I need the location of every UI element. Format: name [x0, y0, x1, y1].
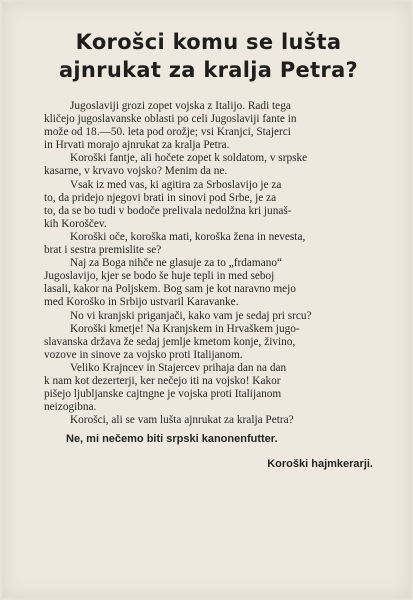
- paragraph: [44, 362, 377, 414]
- body-text: [44, 100, 377, 472]
- paragraph: [44, 257, 377, 309]
- paragraph: [44, 179, 377, 231]
- text-line: lasali, kakor na Poljskem. Bog sam je kot naravno mejo: [44, 283, 296, 296]
- paragraph: [44, 323, 377, 362]
- text-line: vozove in sinove za vojsko proti Italijanom.: [44, 348, 243, 361]
- text-line: k nam kot dezerterji, ker nečejo iti na vojsko! Kakor: [44, 374, 281, 387]
- signature: Koroški hajmkerarji.: [267, 458, 373, 471]
- text-line: No vi kranjski priganjači, kako vam je sedaj pri srcu?: [70, 309, 312, 322]
- text-line: Koroški oče, koroška mati, koroška žena in nevesta,: [70, 230, 306, 243]
- text-line: Korošci, ali se vam lušta ajnrukat za kralja Petra?: [70, 414, 294, 427]
- text-line: Veliko Krajncev in Stajercev prihaja dan na dan: [70, 361, 287, 374]
- text-line: kasarne, v krvavo vojsko? Menim da ne.: [44, 165, 228, 178]
- text-line: to, da pridejo njegovi brati in sinovi pod Srbe, je za: [44, 191, 277, 204]
- title-line-1: Korošci komu se lušta: [75, 30, 342, 54]
- text-line: slavanska država že sedaj jemlje kmetom konje, živino,: [44, 335, 296, 348]
- text-line: Koroški fantje, ali hočete zopet k soldatom, v srpske: [70, 152, 308, 165]
- text-line: neizogibna.: [44, 401, 97, 414]
- text-line: Jugoslavijo, kjer se bodo še huje tepli in med seboj: [44, 270, 275, 283]
- text-line: kih Koroščev.: [44, 217, 107, 230]
- leaflet-page: [2, 2, 411, 598]
- paragraph-list: [44, 100, 377, 427]
- paragraph: [44, 414, 377, 427]
- text-line: in Hrvati morajo ajnrukat za kralja Petra.: [44, 139, 230, 152]
- paragraph: [44, 100, 377, 152]
- title-line-2: ajnrukat za kralja Petra?: [58, 58, 359, 82]
- closing-statement: Ne, mi nečemo biti srpski kanonenfutter.: [66, 433, 278, 446]
- text-line: med Koroško in Srbijo ustvaril Karavanke.: [44, 296, 239, 309]
- text-line: kličejo jugoslavanske oblasti po celi Jugoslaviji fante in: [44, 113, 297, 126]
- text-line: može od 18.—50. leta pod orožje; vsi Kranjci, Stajerci: [44, 126, 291, 139]
- text-line: Koroški kmetje! Na Kranjskem in Hrvaškem jugo-: [70, 322, 300, 335]
- text-line: brat i sestra premislite se?: [44, 244, 162, 257]
- paragraph: [44, 152, 377, 178]
- text-line: Jugoslaviji grozi zopet vojska z Italijo. Radi tega: [70, 100, 291, 112]
- text-line: Vsak iz med vas, ki agitira za Srboslavijo je za: [70, 178, 282, 191]
- text-line: Naj za Boga nihče ne glasuje za to „frdamano“: [70, 257, 283, 270]
- paragraph: [44, 310, 377, 323]
- paragraph: [44, 231, 377, 257]
- text-line: pišejo ljubljanske cajtngne je vojska proti Italijanom: [44, 388, 282, 401]
- text-line: to, da se bo tudi v bodoče prelivala nedolžna kri junaš-: [44, 204, 292, 217]
